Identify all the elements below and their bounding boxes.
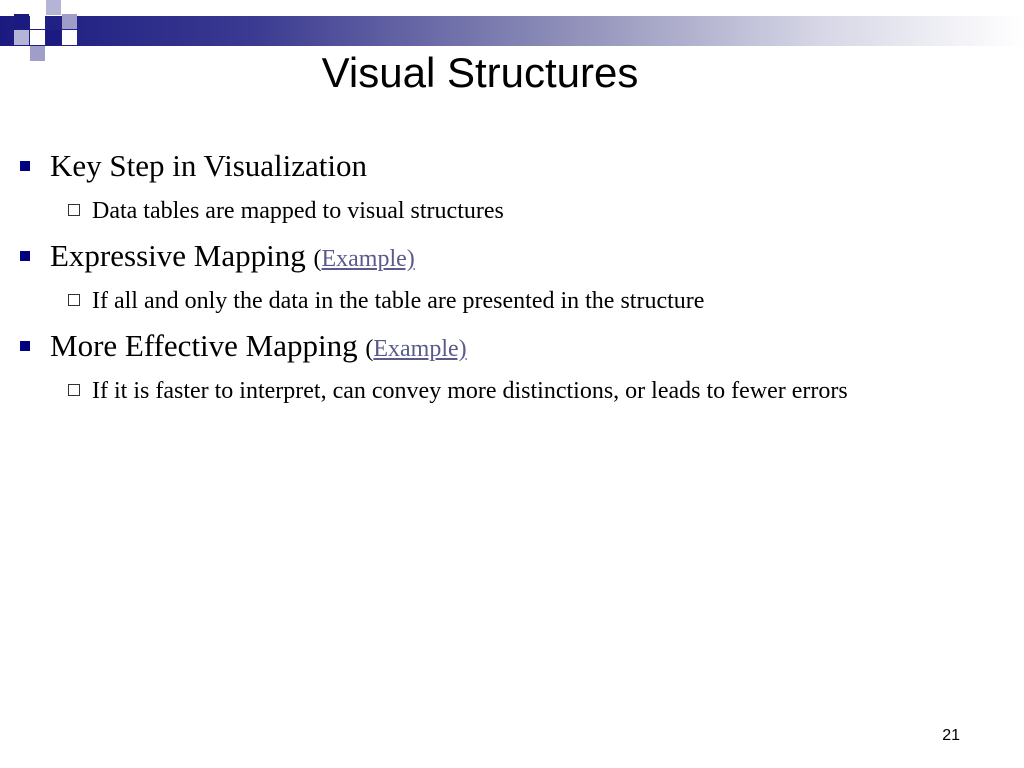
sub-bullet-item: [68, 377, 848, 405]
decor-square: [62, 0, 77, 15]
bullet-text: More Effective Mapping: [50, 328, 358, 363]
bullet-item: [20, 148, 367, 184]
example-link[interactable]: Example): [321, 246, 415, 272]
hollow-square-bullet-icon: [68, 384, 80, 396]
bullet-text: Expressive Mapping: [50, 238, 306, 273]
link-paren: (: [365, 336, 374, 362]
decor-square: [46, 30, 61, 45]
example-link[interactable]: Example): [373, 336, 467, 362]
decor-square: [14, 14, 29, 29]
square-bullet-icon: [20, 251, 30, 261]
bullet-item: [20, 238, 415, 277]
header-gradient-bar: [0, 16, 1024, 46]
bullet-item: [20, 328, 467, 367]
sub-bullet-text: If all and only the data in the table are presented in the structure: [92, 288, 705, 314]
sub-bullet-text: If it is faster to interpret, can convey more distinctions, or leads to fewer errors: [92, 378, 848, 404]
decor-square: [62, 14, 77, 29]
link-paren: (: [313, 246, 322, 272]
decor-square: [46, 0, 61, 15]
slide-title: Visual Structures: [321, 49, 639, 96]
bullet-text: Key Step in Visualization: [50, 148, 367, 183]
decor-square: [14, 30, 29, 45]
square-bullet-icon: [20, 161, 30, 171]
sub-bullet-item: [68, 197, 504, 225]
square-bullet-icon: [20, 341, 30, 351]
sub-bullet-item: [68, 287, 704, 315]
hollow-square-bullet-icon: [68, 294, 80, 306]
decor-square: [30, 30, 45, 45]
decor-square: [30, 14, 45, 29]
decor-square: [62, 30, 77, 45]
hollow-square-bullet-icon: [68, 204, 80, 216]
page-number: 21: [942, 727, 960, 744]
sub-bullet-text: Data tables are mapped to visual structures: [92, 198, 504, 224]
